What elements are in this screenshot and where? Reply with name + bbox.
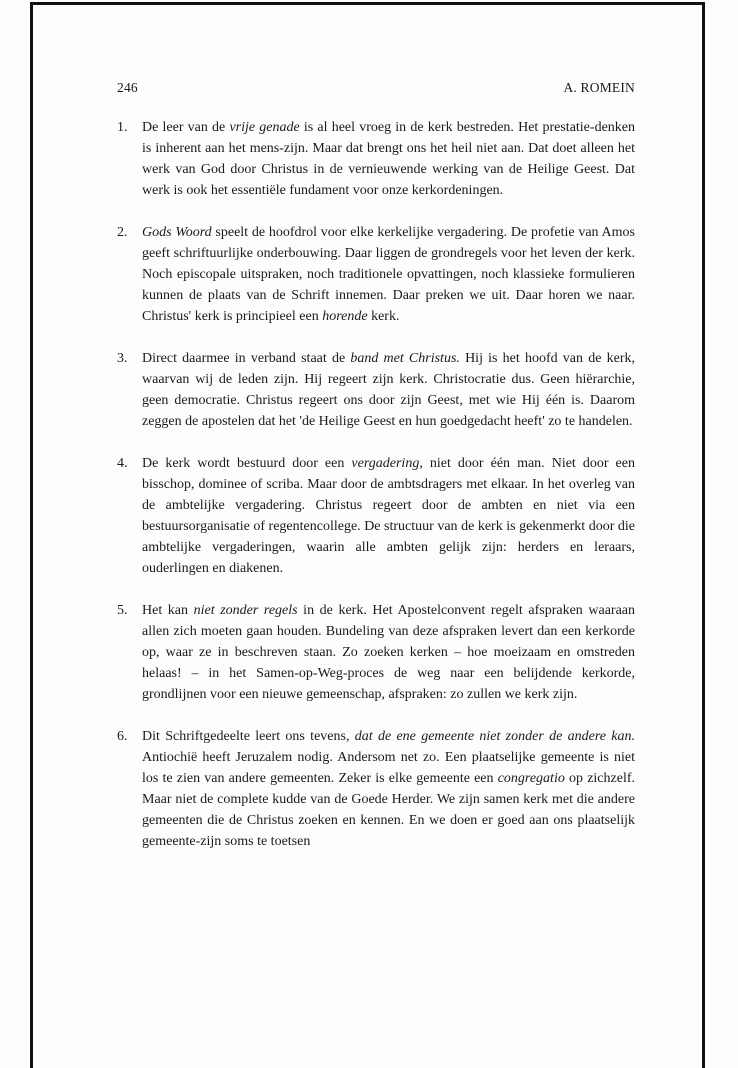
running-header [117,80,635,96]
numbered-list [117,117,635,873]
list-item [117,453,635,579]
text-run: speelt de hoofdrol voor elke kerkelijke vergadering. De profetie van Amos geeft schriftuurlijke onderbouwing. Daar liggen de grondregels voor het leven der kerk. Noch episcopale uitspraken, noch traditionele opvattingen, noch klassieke formulieren kunnen de plaats van de Schrift innemen. Daar preken we uit. Daar horen we naar. Christus' kerk is principieel een [142,225,635,324]
page-number: 246 [117,80,138,95]
text-run: is al heel vroeg in de kerk bestreden. Het prestatie-denken is inherent aan het mens-zijn. Maar dat brengt ons het heil niet aan. Dat doet alleen het werk van God door Christus in de vernieuwende werking van de Heilige Geest. Dat werk is ook het essentiële fundament voor onze kerkordeningen. [142,120,635,198]
emphasis-text: Gods Woord [142,225,212,240]
item-number: 3. [117,351,128,366]
item-number: 4. [117,456,128,471]
text-run: De leer van de [142,120,230,135]
list-item [117,600,635,705]
item-number: 5. [117,603,128,618]
text-run: Het kan [142,603,194,618]
emphasis-text: niet zonder regels [193,603,298,618]
text-run: in de kerk. Het Apostelconvent regelt afspraken waaraan allen zich moeten gaan houden. Bundeling van deze afspraken levert dan een kerkorde op, waar ze in beschreven staan. Zo zoeken kerken – hoe moeizaam en omstreden helaas! – in het Samen-op-Weg-proces de weg naar een belijdende kerkorde, grondlijnen voor een nieuwe gemeenschap, afspraken: zo zullen we kerk zijn. [142,603,635,702]
scan-border-right [702,2,705,1068]
item-number: 1. [117,120,128,135]
running-title: A. ROMEIN [563,80,635,95]
text-run: Antiochië heeft Jeruzalem nodig. Andersom net zo. Een plaatselijke gemeente is niet los te zien van andere gemeenten. Zeker is elke gemeente een [142,750,635,786]
text-run: op zichzelf. Maar niet de complete kudde van de Goede Herder. We zijn samen kerk met die andere gemeenten die de Christus zoeken en kennen. En we doen er goed aan ons plaatselijk gemeente-zijn soms te toetsen [142,771,635,849]
text-run: De kerk wordt bestuurd door een [142,456,352,471]
list-item [117,117,635,201]
item-text [142,453,635,579]
list-item [117,222,635,327]
item-text [142,117,635,201]
emphasis-text: vergadering, [351,456,423,471]
item-text [142,348,635,432]
emphasis-text: band met Christus. [350,351,460,366]
scan-border-left [30,2,33,1068]
text-run: Dit Schriftgedeelte leert ons tevens, [142,729,355,744]
text-run: niet door één man. Niet door een bisschop, dominee of scriba. Maar door de ambtsdragers met elkaar. In het overleg van de ambtelijke vergadering. Christus regeert door de ambten en niet via een bestuursorganisatie of regentencollege. De structuur van de kerk is gekenmerkt door die ambtelijke vergaderingen, waarin alle ambten gelijk zijn: herders en leraars, ouderlingen en diakenen. [142,456,635,576]
emphasis-text: horende [322,309,368,324]
scan-border-top [32,2,704,5]
item-number: 6. [117,729,128,744]
text-run: Direct daarmee in verband staat de [142,351,351,366]
emphasis-text: congregatio [497,771,565,786]
text-run: kerk. [367,309,400,324]
item-text [142,726,635,852]
list-item [117,726,635,852]
emphasis-text: dat de ene gemeente niet zonder de andere kan. [354,729,635,744]
text-run: Hij is het hoofd van de kerk, waarvan wij de leden zijn. Hij regeert zijn kerk. Christocratie dus. Geen hiërarchie, geen democratie. Christus regeert ons door zijn Geest, met wie Hij één is. Daarom zeggen de apostelen dat het 'de Heilige Geest en hun goedgedacht heeft' zo te handelen. [142,351,635,429]
emphasis-text: vrije genade [229,120,300,135]
item-text [142,600,635,705]
list-item [117,348,635,432]
item-text [142,222,635,327]
item-number: 2. [117,225,128,240]
